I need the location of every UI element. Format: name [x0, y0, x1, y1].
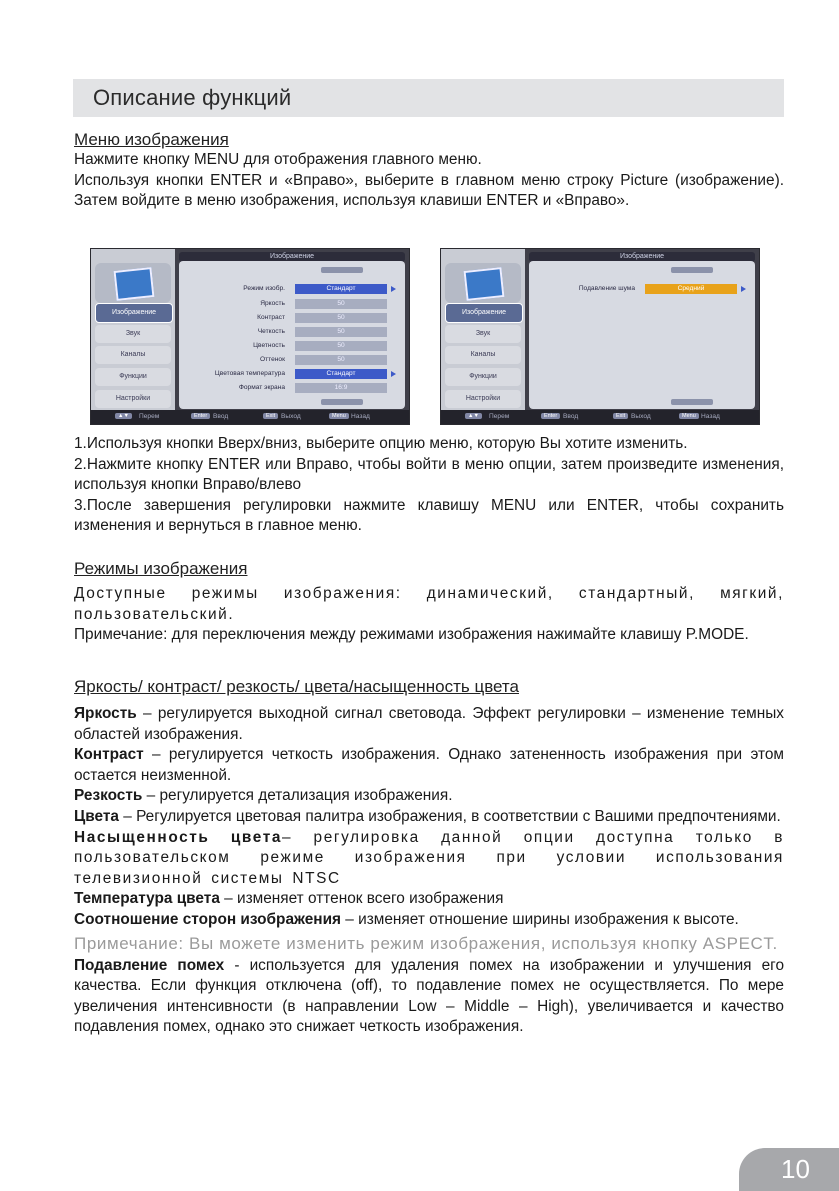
tv-sidebar-item-settings[interactable]: Настройки	[95, 390, 171, 408]
tv-row-picture-mode[interactable]: Режим изобр. Стандарт	[187, 283, 397, 295]
tv-sidebar-item-picture[interactable]: Изображение	[445, 303, 523, 323]
picture-menu-p2: Используя кнопки ENTER и «Вправо», выберите в главном меню строку Picture (изображение). Затем войдите в меню изображения, используя клавиши ENTER и «Вправо».	[74, 171, 784, 210]
scroll-up-icon[interactable]	[671, 267, 713, 273]
param-sharpness: Резкость – регулируется детализация изображения.	[74, 787, 453, 805]
arrow-right-icon	[391, 286, 396, 292]
tv-menu-panel	[529, 261, 755, 409]
section-title-bar	[73, 79, 784, 117]
scroll-down-icon[interactable]	[321, 399, 363, 405]
tv-menu-title: Изображение	[529, 252, 755, 262]
page-number: 10	[781, 1154, 810, 1184]
tv-row-sharpness[interactable]: Четкость 50	[187, 326, 397, 338]
section-title: Описание функций	[93, 85, 292, 110]
modes-p2: Примечание: для переключения между режимами изображения нажимайте клавишу P.MODE.	[74, 626, 749, 644]
tv-sidebar-item-sound[interactable]: Звук	[445, 325, 521, 343]
tv-row-tint[interactable]: Оттенок 50	[187, 354, 397, 366]
tv-row-color[interactable]: Цветность 50	[187, 340, 397, 352]
tv-sidebar-item-channels[interactable]: Каналы	[95, 346, 171, 364]
tv-sidebar-item-sound[interactable]: Звук	[95, 325, 171, 343]
modes-p1: Доступные режимы изображения: динамический, стандартный, мягкий, пользовательский.	[74, 585, 784, 623]
step-3: 3.После завершения регулировки нажмите клавишу MENU или ENTER, чтобы сохранить изменения и вернуться в главное меню.	[74, 496, 784, 535]
tv-sidebar-item-settings[interactable]: Настройки	[445, 390, 521, 408]
param-brightness: Яркость – регулируется выходной сигнал световода. Эффект регулировки – изменение темных областей изображения.	[74, 705, 784, 743]
param-noise: Подавление помех - используется для удаления помех на изображении и улучшения его качества. Если функция отключена (off), то подавление помех не осуществляется. По мере увеличения интенсивности (в направлении Low – Middle – High), увеличивается и качество подавления помех, однако это снижает четкость изображения.	[74, 956, 785, 1036]
tv-sidebar-item-functions[interactable]: Функции	[445, 368, 521, 386]
tv-row-brightness[interactable]: Яркость 50	[187, 298, 397, 310]
param-color: Цвета – Регулируется цветовая палитра изображения, в соответствии с Вашими предпочтениями.	[74, 807, 781, 825]
picture-menu-icon	[95, 263, 171, 303]
modes-text	[74, 584, 784, 646]
param-aspect: Соотношение сторон изображения – изменяет отношение ширины изображения к высоте.	[74, 910, 739, 928]
picture-menu-heading: Меню изображения	[74, 130, 229, 149]
params-text	[74, 704, 784, 1038]
tv-sidebar-item-channels[interactable]: Каналы	[445, 346, 521, 364]
picture-menu-p1: Нажмите кнопку MENU для отображения главного меню.	[74, 151, 482, 168]
steps-block	[74, 434, 784, 537]
picture-menu-text	[74, 150, 784, 212]
tv-sidebar-item-functions[interactable]: Функции	[95, 368, 171, 386]
param-color-temp: Температура цвета – изменяет оттенок всего изображения	[74, 890, 504, 908]
tv-footer: ▲▼ Перем Enter Ввод Exit Выход Menu Назад	[441, 410, 759, 424]
param-saturation: Насыщенность цвета– регулировка данной опции доступна только в пользовательском режиме изображения при условии использования телевизионной системы NTSC	[74, 828, 784, 887]
picture-menu-icon	[445, 263, 521, 303]
param-contrast: Контраст – регулируется четкость изображения. Однако затененность изображения при этом остается неизменной.	[74, 746, 784, 784]
aspect-note: Примечание: Вы можете изменить режим изображения, используя кнопку ASPECT.	[74, 933, 778, 953]
modes-heading: Режимы изображения	[74, 559, 248, 578]
tv-row-color-temp[interactable]: Цветовая температура Стандарт	[187, 368, 397, 380]
scroll-down-icon[interactable]	[671, 399, 713, 405]
tv-menu-screen-picture	[90, 248, 410, 425]
tv-menu-screen-noise	[440, 248, 760, 425]
arrow-right-icon	[741, 286, 746, 292]
arrow-right-icon	[391, 371, 396, 377]
tv-menu-panel	[179, 261, 405, 409]
tv-menu-title: Изображение	[179, 252, 405, 262]
tv-sidebar-item-picture[interactable]: Изображение	[95, 303, 173, 323]
page-number-tab	[739, 1148, 839, 1191]
tv-row-aspect[interactable]: Формат экрана 16:9	[187, 382, 397, 394]
step-1: 1.Используя кнопки Вверх/вниз, выберите опцию меню, которую Вы хотите изменить.	[74, 435, 688, 452]
step-2: 2.Нажмите кнопку ENTER или Вправо, чтобы войти в меню опции, затем произведите изменения, используя кнопки Вправо/влево	[74, 455, 784, 494]
tv-footer: ▲▼ Перем Enter Ввод Exit Выход Menu Назад	[91, 410, 409, 424]
tv-row-noise-reduction[interactable]: Подавление шума Средний	[537, 283, 747, 295]
tv-row-contrast[interactable]: Контраст 50	[187, 312, 397, 324]
scroll-up-icon[interactable]	[321, 267, 363, 273]
params-heading: Яркость/ контраст/ резкость/ цвета/насыщенность цвета	[74, 677, 519, 696]
